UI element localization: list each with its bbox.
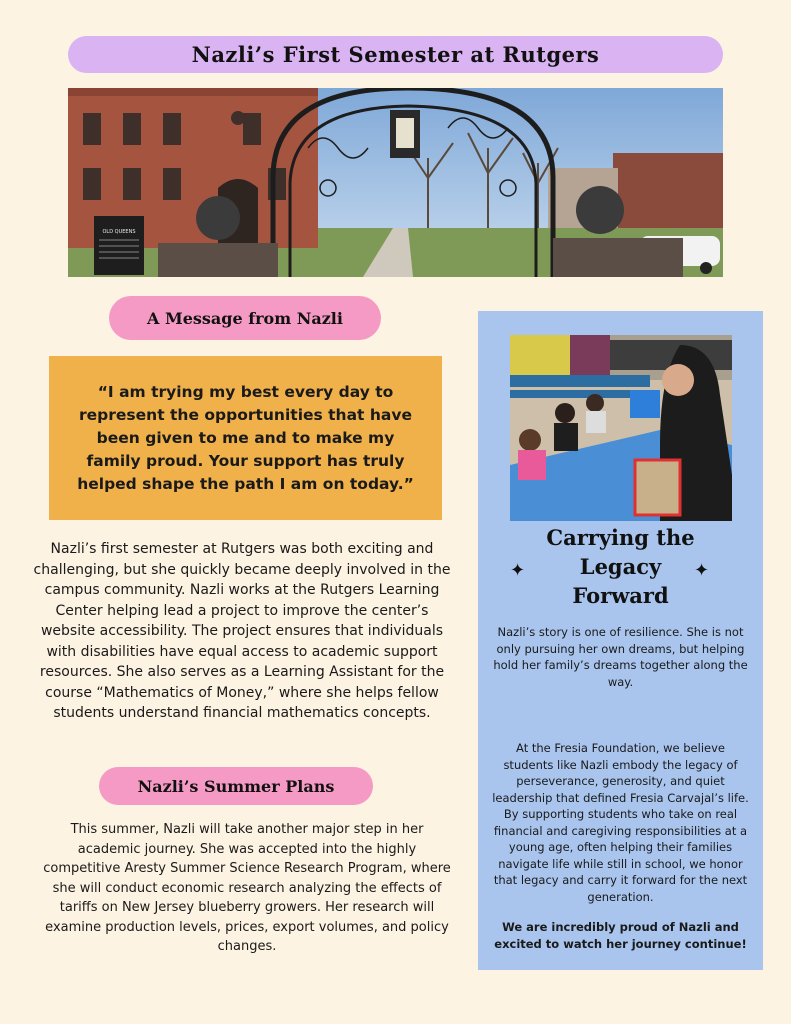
- closing-text: We are incredibly proud of Nazli and excited to watch her journey continue!: [494, 920, 747, 951]
- foundation-text: At the Fresia Foundation, we believe students like Nazli embody the legacy of perseverance, generosity, and quiet leadership that defined Fresia Carvajal’s life. By supporting students who take on real financial and caregiving responsibilities at a young age, often helping their families navigate life while still in school, we honor that legacy and carry it forward for the next generation.: [492, 741, 749, 904]
- tutoring-photo: [510, 335, 732, 521]
- message-heading-pill: [109, 296, 381, 340]
- title-banner: [68, 36, 723, 73]
- summer-heading-pill: [99, 767, 373, 805]
- summer-paragraph: This summer, Nazli will take another major step in her academic journey. She was accepted into the highly competitive Aresty Summer Science Research Program, where she will conduct economic research analyzing the effects of tariffs on New Jersey blueberry growers. Her research will examine production levels, prices, export volumes, and policy changes.: [43, 822, 451, 954]
- summer-heading: Nazli’s Summer Plans: [137, 776, 335, 796]
- sparkle-icon: ✦: [510, 560, 526, 581]
- legacy-heading-line3: Forward: [572, 583, 669, 608]
- legacy-heading-line2: Legacy: [579, 554, 662, 579]
- semester-paragraph: Nazli’s first semester at Rutgers was both exciting and challenging, but she quickly became deeply involved in the campus community. Nazli works at the Rutgers Learning Center helping lead a project to improve the center’s website accessibility. The project ensures that individuals with disabilities have equal access to academic support resources. She also serves as a Learning Assistant for the course “Mathematics of Money,” where she helps fellow students understand financial mathematics concepts.: [33, 541, 451, 721]
- quote-text: “I am trying my best every day to represent the opportunities that have been given to me and to make my family proud. Your support has truly helped shape the path I am on today.”: [77, 382, 414, 493]
- campus-gate-photo: [68, 88, 723, 277]
- page-title: Nazli’s First Semester at Rutgers: [191, 42, 600, 67]
- legacy-sidebar: [478, 311, 763, 970]
- sparkle-icon: ✦: [694, 560, 710, 581]
- resilience-text: Nazli’s story is one of resilience. She is not only pursuing her own dreams, but helping hold her family’s dreams together along the way.: [493, 625, 748, 689]
- message-heading: A Message from Nazli: [147, 308, 343, 328]
- quote-box: [49, 356, 442, 520]
- legacy-heading-line1: Carrying the: [546, 525, 695, 550]
- historical-sign-text: OLD QUEENS: [102, 229, 136, 235]
